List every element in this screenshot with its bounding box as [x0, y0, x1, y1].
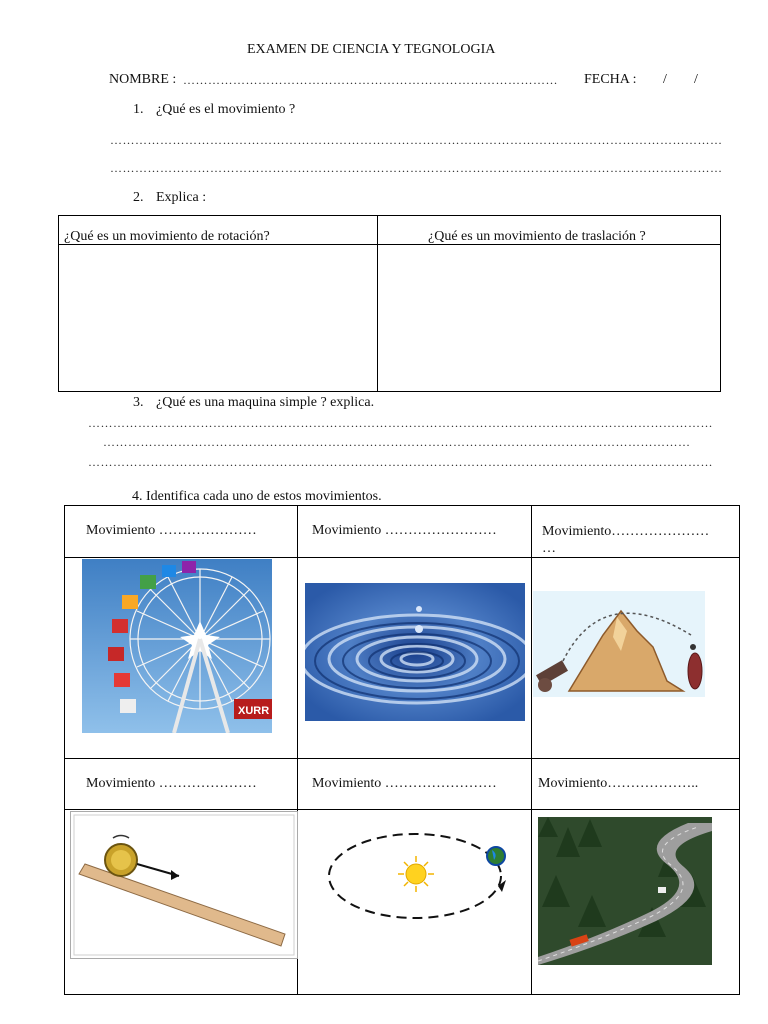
- question-number: 3.: [133, 395, 144, 410]
- earth-orbit-image: [322, 830, 512, 926]
- cannon-projectile-image: [533, 591, 705, 697]
- answer-line[interactable]: …………………………………………………………………………………………………………………………………: [110, 133, 723, 147]
- movement-label[interactable]: Movimiento …………………: [86, 776, 257, 791]
- date-label: FECHA :: [584, 72, 637, 87]
- answer-line[interactable]: ……………………………………………………………………………………………………………………………………: [88, 416, 713, 430]
- movement-label[interactable]: Movimiento …………………: [86, 523, 257, 538]
- ball-on-incline-image: [70, 811, 298, 959]
- date-separator: /: [694, 72, 698, 87]
- movement-label[interactable]: Movimiento ……………………: [312, 776, 497, 791]
- question-1-text: ¿Qué es el movimiento ?: [156, 102, 296, 117]
- grid-divider: [64, 809, 740, 810]
- rotation-header: ¿Qué es un movimiento de rotación?: [64, 229, 270, 244]
- question-number: 2.: [133, 190, 144, 205]
- grid-divider: [64, 758, 740, 759]
- question-3-text: ¿Qué es una maquina simple ? explica.: [156, 395, 375, 410]
- exam-title: EXAMEN DE CIENCIA Y TEGNOLOGIA: [247, 42, 496, 57]
- movement-label[interactable]: Movimiento………………..: [538, 776, 699, 791]
- movement-label[interactable]: Movimiento………………… …: [542, 524, 710, 556]
- answer-line[interactable]: ……………………………………………………………………………………………………………………………: [103, 435, 691, 449]
- water-ripples-image: [305, 583, 525, 721]
- ferris-sign-text: XURR: [238, 705, 270, 717]
- grid-divider: [64, 557, 740, 558]
- question-2-text: Explica :: [156, 190, 207, 205]
- name-label: NOMBRE :: [109, 72, 177, 87]
- translation-answer-area[interactable]: [378, 245, 720, 391]
- highway-curve-image: [538, 817, 712, 965]
- rotation-answer-area[interactable]: [59, 245, 376, 391]
- ferris-wheel-image: [82, 559, 272, 733]
- movement-label[interactable]: Movimiento ……………………: [312, 523, 497, 538]
- translation-header: ¿Qué es un movimiento de traslación ?: [428, 229, 646, 244]
- question-number: 1.: [133, 102, 144, 117]
- answer-line[interactable]: ……………………………………………………………………………………………………………………………………: [88, 455, 713, 469]
- name-field[interactable]: ………………………………………………………………………………: [183, 73, 558, 87]
- answer-line[interactable]: …………………………………………………………………………………………………………………………………: [110, 161, 723, 175]
- grid-divider: [531, 505, 532, 995]
- date-separator: /: [663, 72, 667, 87]
- question-4-text: 4. Identifica cada uno de estos movimientos.: [132, 489, 382, 504]
